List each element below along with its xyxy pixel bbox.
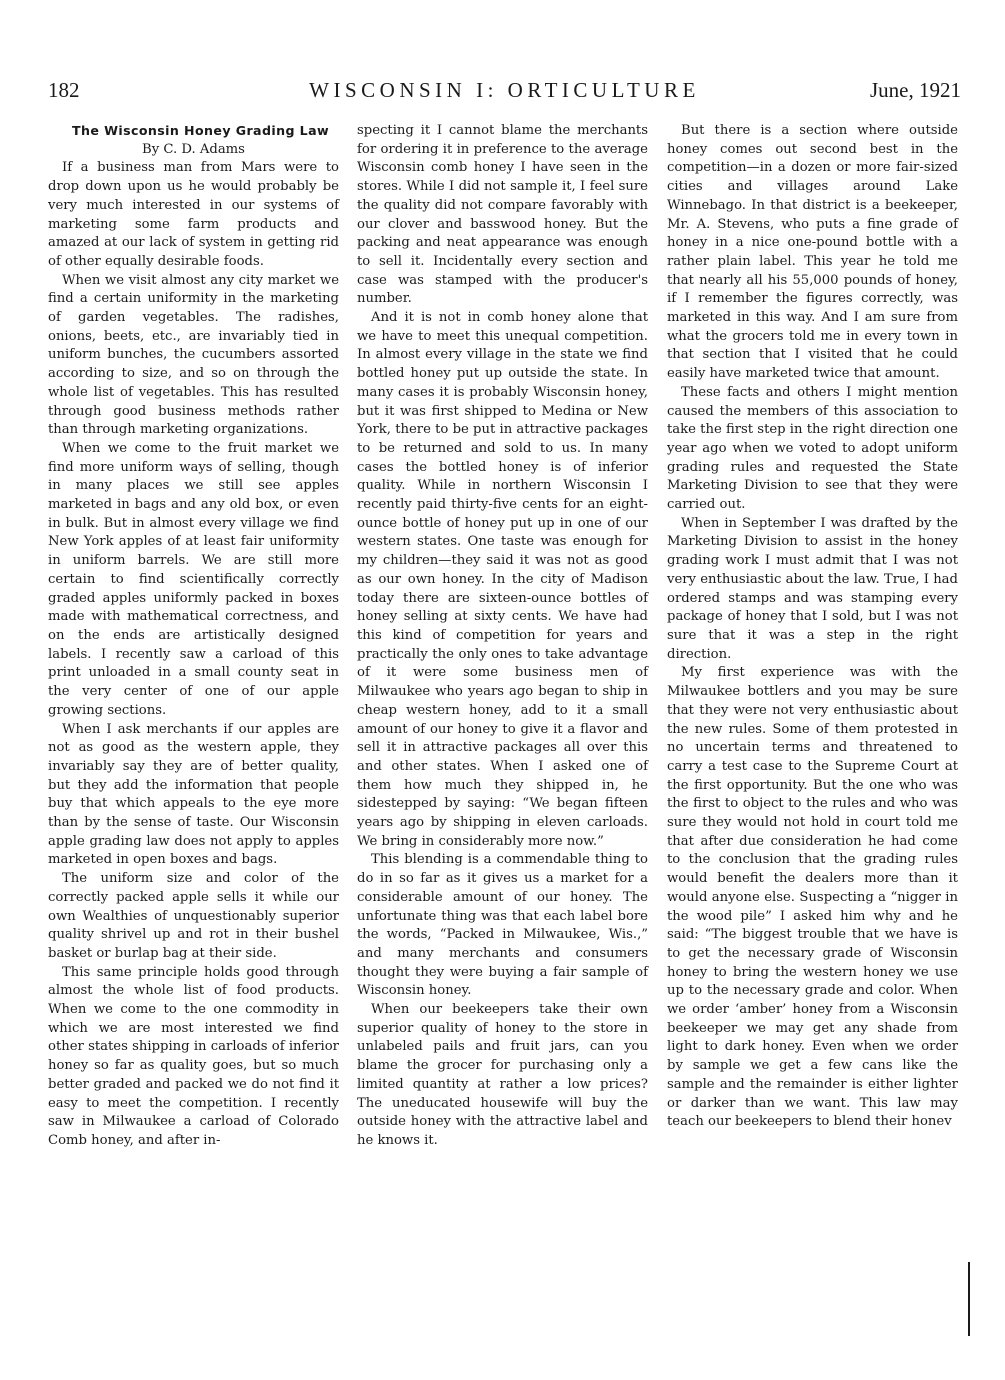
paragraph: And it is not in comb honey alone that we have to meet this unequal competition. In almost every village in the state we find bottled honey put up outside the state. In many cases it is probably Wisconsin honey, but it was first shipped to Medina or New York, there to be put in attractive packages to be returned and sold to us. In many cases the bottled honey is of inferior quality. While in northern Wisconsin I recently paid thirty-five cents for an eight-ounce bottle of honey put up in one of our western states. One taste was enough for my children—they said it was not as good as our own honey. In the city of Madison today there are sixteen-ounce bottles of honey selling at sixty cents. We have had this kind of competition for years and practically the only ones to take advantage of it were some business men of Milwaukee who years ago began to ship in cheap western honey, add to it a small amount of our honey to give it a flavor and sell it in attractive packages all over this and other states. When I asked one of them how much they shipped in, he sidestepped by saying: “We began fifteen years ago by shipping in eleven carloads. We bring in considerably more now.” bbox=[357, 310, 648, 849]
paragraph: The uniform size and color of the correctly packed apple sells it while our own Wealthies of unquestionably superior quality shrivel up and rot in their bushel basket or burlap bag at their side. bbox=[48, 871, 339, 961]
paragraph: When our beekeepers take their own superior quality of honey to the store in unlabeled pails and fruit jars, can you blame the grocer for purchasing only a limited quantity at rather a low prices? The uneducated housewife will buy the outside honey with the attractive label and he knows it. bbox=[357, 1002, 648, 1148]
paragraph: This same principle holds good through almost the whole list of food products. When we come to the one commodity in which we are most interested we find other states shipping in carloads of inferior honey so far as quality goes, but so much better graded and packed we do not find it easy to meet the competition. I recently saw in Milwaukee a carload of Colorado Comb honey, and after in- bbox=[48, 964, 339, 1148]
article-title: The Wisconsin Honey Grading Law bbox=[71, 123, 330, 138]
paragraph: When we visit almost any city market we find a certain uniformity in the marketing of garden vegetables. The radishes, onions, beets, etc., are invariably tied in uniform bunches, the cucumbers assorted according to size, and so on through the whole list of vegetables. This has resulted through good business methods rather than through marketing organizations. bbox=[48, 272, 339, 438]
page-number: 182 bbox=[48, 78, 80, 102]
scan-edge-mark bbox=[968, 1262, 970, 1336]
page-header bbox=[48, 78, 961, 106]
paragraph: This blending is a commendable thing to do in so far as it gives us a market for a considerable amount of our honey. The unfortunate thing was that each label bore the words, “Packed in Milwaukee, Wis.,” and many merchants and consumers thought they were buying a fair sample of Wisconsin honey. bbox=[357, 852, 648, 999]
text-column-2 bbox=[357, 122, 648, 1151]
paragraph: When I ask merchants if our apples are not as good as the western apple, they invariably say they are of better quality, but they add the information that people buy that which appeals to the eye more than by the sense of taste. Our Wisconsin apple grading law does not apply to apples marketed in open boxes and bags. bbox=[48, 721, 339, 868]
paragraph: But there is a section where outside honey comes out second best in the competition—in a dozen or more fair-sized cities and villages around Lake Winnebago. In that district is a beekeeper, Mr. A. Stevens, who puts a fine grade of honey in a nice one-pound bottle with a rather plain label. This year he told me that nearly all his 55,000 pounds of honey, if I remember the figures correctly, was marketed in this way. And I am sure from what the grocers told me in every town in that section that I visited that he could easily have marketed twice that amount. bbox=[667, 123, 958, 382]
journal-title: WISCONSIN I: ORTICULTURE bbox=[309, 78, 700, 102]
paragraph: specting it I cannot blame the merchants for ordering it in preference to the average Wisconsin comb honey I have seen in the stores. While I did not sample it, I feel sure the quality did not compare favorably with our clover and basswood honey. But the packing and neat appearance was enough to sell it. Incidentally every section and case was stamped with the producer's number. bbox=[357, 123, 648, 307]
paragraph: When we come to the fruit market we find more uniform ways of selling, though in many places we still see apples marketed in bags and any old box, or even in bulk. But in almost every village we find New York apples of at least fair uniformity in uniform barrels. We are still more certain to find scientifically correctly graded apples uniformly packed in boxes made with mathematical correctness, and on the ends are artistically designed labels. I recently saw a carload of this print unloaded in a small county seat in the very center of one of our apple growing sections. bbox=[48, 440, 339, 718]
paragraph: My first experience was with the Milwaukee bottlers and you may be sure that they were not very enthusiastic about the new rules. Some of them protested in no uncertain terms and threatened to carry a test case to the Supreme Court at the first opportunity. But the one who was the first to object to the rules and who was sure they would not hold in court told me that after due consideration he had come to the conclusion that the grading rules would benefit the dealers more than it would anyone else. Suspecting a “nigger in the wood pile” I asked him why and he said: “The biggest trouble that we have is to get the necessary grade of Wisconsin honey to bring the western honey we use up to the necessary grade and color. When we order ‘amber’ honey from a Wisconsin beekeeper we may get any shade from light to dark honey. Even when we order by sample we get a few cans like the sample and the remainder is either lighter or darker than we want. This law may teach our beekeepers to blend their honev bbox=[667, 665, 958, 1130]
paragraph: If a business man from Mars were to drop down upon us he would probably be very much interested in our systems of marketing some farm products and amazed at our lack of system in getting rid of other equally desirable foods. bbox=[48, 160, 339, 269]
text-column-3 bbox=[667, 122, 958, 1132]
paragraph: When in September I was drafted by the Marketing Division to assist in the honey grading work I must admit that I was not very enthusiastic about the law. True, I had ordered stamps and was stamping every package of honey that I sold, but I was not sure that it was a step in the right direction. bbox=[667, 515, 958, 662]
paragraph: These facts and others I might mention caused the members of this association to take the first step in the right direction one year ago when we voted to adopt uniform grading rules and requested the State Marketing Division to see that they were carried out. bbox=[667, 384, 958, 513]
text-column-1 bbox=[48, 122, 339, 1151]
article-byline: By C. D. Adams bbox=[142, 141, 245, 157]
issue-date: June, 1921 bbox=[870, 78, 961, 102]
